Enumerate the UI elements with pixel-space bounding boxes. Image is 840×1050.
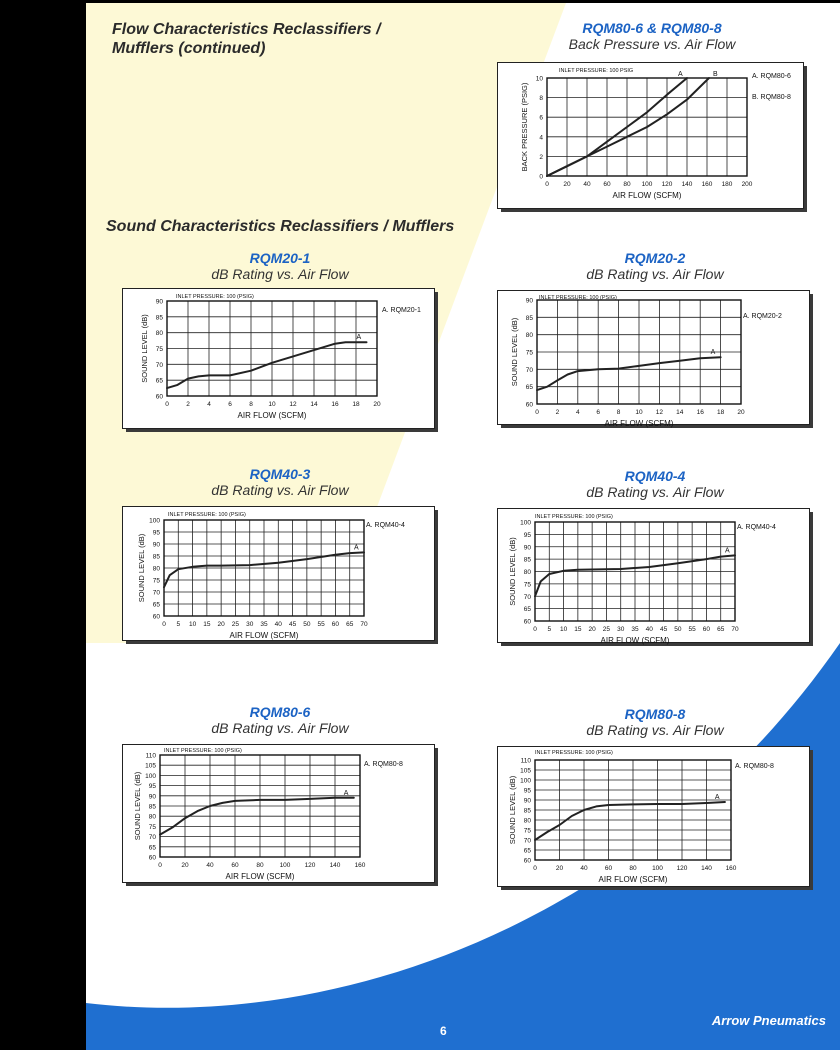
x-tick-label: 120 — [676, 865, 688, 872]
y-tick-label: 90 — [523, 544, 531, 552]
x-axis-label: AIR FLOW (SCFM) — [237, 411, 307, 420]
flow-title-line1: Flow Characteristics Reclassifiers / — [112, 21, 381, 38]
x-tick-label: 200 — [741, 181, 753, 188]
x-tick-label: 10 — [559, 626, 568, 633]
y-tick-label: 85 — [155, 314, 163, 322]
y-tick-label: 60 — [152, 613, 160, 621]
x-tick-label: 55 — [688, 626, 696, 633]
chart-plot — [122, 506, 442, 648]
x-tick-label: 80 — [256, 862, 264, 869]
x-tick-label: 140 — [329, 862, 341, 869]
x-tick-label: 65 — [717, 626, 725, 633]
x-tick-label: 25 — [231, 621, 240, 628]
x-tick-label: 10 — [188, 621, 197, 628]
x-tick-label: 120 — [661, 181, 673, 188]
chart-plot — [497, 62, 811, 216]
chart-title: RQM20-2 — [624, 250, 686, 266]
y-axis-label: BACK PRESSURE (PSIG) — [520, 82, 529, 172]
left-black-bar — [0, 0, 86, 1050]
chart-subtitle: dB Rating vs. Air Flow — [211, 482, 349, 498]
x-tick-label: 14 — [310, 401, 318, 408]
x-tick-label: 55 — [317, 621, 325, 628]
y-tick-label: 85 — [525, 314, 533, 322]
y-tick-label: 2 — [539, 153, 543, 161]
y-tick-label: 85 — [523, 807, 531, 815]
y-tick-label: 95 — [523, 531, 531, 539]
y-tick-label: 95 — [148, 783, 156, 791]
x-tick-label: 20 — [181, 862, 189, 869]
y-tick-label: 65 — [152, 601, 160, 609]
x-axis-label: AIR FLOW (SCFM) — [229, 631, 299, 640]
x-tick-label: 40 — [580, 865, 588, 872]
chart-heading — [497, 250, 813, 283]
chart-back-pressure-rqm80 — [497, 20, 807, 212]
y-tick-label: 65 — [148, 844, 156, 852]
y-tick-label: 75 — [152, 577, 160, 585]
y-axis-label: SOUND LEVEL (dB) — [137, 533, 146, 603]
chart-heading — [497, 20, 807, 53]
chart-plot — [122, 744, 442, 890]
x-tick-label: 10 — [268, 401, 276, 408]
chart-title: RQM80-6 & RQM80-8 — [582, 20, 722, 36]
y-tick-label: 110 — [520, 757, 531, 765]
y-tick-label: 80 — [148, 813, 156, 821]
series-marker-label: A — [354, 544, 359, 552]
x-tick-label: 18 — [716, 409, 725, 416]
chart-heading — [497, 706, 813, 739]
chart-title: RQM80-6 — [249, 704, 311, 720]
x-tick-label: 20 — [588, 626, 596, 633]
x-tick-label: 100 — [641, 181, 653, 188]
y-tick-label: 65 — [155, 377, 163, 385]
x-tick-label: 5 — [547, 626, 552, 633]
x-tick-label: 20 — [373, 401, 381, 408]
chart-rqm20-2 — [497, 250, 813, 436]
y-tick-label: 6 — [539, 114, 543, 122]
x-axis-label: AIR FLOW (SCFM) — [612, 191, 682, 200]
x-tick-label: 60 — [603, 181, 611, 188]
flow-section-title — [112, 20, 381, 58]
y-tick-label: 75 — [148, 823, 156, 831]
y-tick-label: 70 — [523, 593, 531, 601]
series-marker-label: A — [343, 789, 349, 797]
y-tick-label: 70 — [525, 366, 533, 374]
page-number: 6 — [440, 1024, 447, 1038]
y-tick-label: 60 — [523, 618, 531, 626]
y-tick-label: 100 — [149, 517, 160, 525]
x-tick-label: 45 — [659, 626, 668, 633]
chart-title: RQM80-8 — [624, 706, 686, 722]
y-tick-label: 60 — [523, 857, 531, 865]
x-tick-label: 18 — [352, 401, 360, 408]
chart-plot — [497, 508, 817, 650]
inlet-pressure-note: INLET PRESSURE: 100 (PSIG) — [535, 514, 613, 520]
y-tick-label: 110 — [145, 752, 156, 760]
chart-rqm40-4 — [497, 468, 813, 652]
x-tick-label: 2 — [555, 409, 560, 416]
inlet-pressure-note: INLET PRESSURE: 100 (PSIG) — [168, 512, 246, 518]
x-tick-label: 8 — [616, 409, 621, 416]
legend-entry: A. RQM80-6 — [752, 73, 791, 80]
x-tick-label: 16 — [331, 401, 339, 408]
chart-subtitle: dB Rating vs. Air Flow — [586, 484, 724, 500]
chart-subtitle: Back Pressure vs. Air Flow — [568, 36, 736, 52]
y-tick-label: 90 — [152, 541, 160, 549]
x-tick-label: 140 — [701, 865, 712, 872]
y-tick-label: 90 — [525, 297, 533, 305]
chart-rqm80-6 — [122, 704, 438, 888]
x-tick-label: 12 — [289, 401, 297, 408]
x-tick-label: 160 — [701, 181, 713, 188]
y-tick-label: 100 — [520, 519, 531, 527]
x-tick-label: 180 — [721, 181, 733, 188]
x-tick-label: 20 — [737, 409, 745, 416]
y-tick-label: 80 — [523, 569, 531, 576]
y-tick-label: 105 — [520, 767, 531, 775]
x-tick-label: 35 — [631, 626, 639, 633]
x-tick-label: 16 — [696, 409, 704, 416]
x-tick-label: 100 — [652, 865, 663, 872]
y-tick-label: 90 — [148, 793, 156, 801]
x-tick-label: 0 — [535, 409, 539, 416]
x-tick-label: 60 — [331, 621, 340, 628]
x-tick-label: 6 — [596, 409, 601, 416]
series-marker-label: A — [725, 547, 730, 555]
inlet-pressure-note: INLET PRESSURE: 100 (PSIG) — [164, 748, 242, 754]
y-tick-label: 80 — [152, 565, 160, 573]
x-tick-label: 4 — [575, 409, 580, 416]
x-tick-label: 0 — [533, 865, 537, 872]
x-tick-label: 160 — [725, 865, 737, 872]
y-tick-label: 60 — [525, 401, 533, 409]
x-tick-label: 40 — [206, 862, 214, 869]
y-tick-label: 75 — [525, 349, 533, 357]
y-tick-label: 60 — [155, 393, 163, 401]
y-tick-label: 65 — [523, 606, 531, 614]
brand-name: Arrow Pneumatics — [711, 1013, 826, 1028]
inlet-pressure-note: INLET PRESSURE: 100 (PSIG) — [176, 294, 254, 300]
y-tick-label: 90 — [155, 298, 163, 306]
y-axis-label: SOUND LEVEL (dB) — [140, 314, 149, 383]
x-axis-label: AIR FLOW (SCFM) — [600, 636, 670, 645]
y-tick-label: 75 — [155, 346, 163, 353]
x-tick-label: 70 — [731, 626, 739, 633]
chart-heading — [122, 704, 438, 737]
chart-subtitle: dB Rating vs. Air Flow — [211, 266, 349, 282]
x-tick-label: 30 — [246, 621, 254, 628]
x-tick-label: 40 — [645, 626, 653, 633]
chart-rqm20-1 — [122, 250, 438, 432]
x-tick-label: 0 — [158, 862, 162, 869]
chart-heading — [122, 250, 438, 283]
chart-heading — [122, 466, 438, 499]
y-tick-label: 85 — [523, 556, 531, 564]
y-axis-label: SOUND LEVEL (dB) — [508, 537, 517, 606]
y-tick-label: 105 — [145, 762, 156, 770]
series-marker-label: A — [356, 334, 362, 342]
flow-title-line2: Mufflers (continued) — [112, 40, 266, 57]
y-axis-label: SOUND LEVEL (dB) — [510, 317, 519, 387]
x-tick-label: 60 — [702, 626, 711, 633]
x-tick-label: 45 — [288, 621, 297, 628]
sound-section-title: Sound Characteristics Reclassifiers / Mufflers — [106, 218, 455, 235]
x-tick-label: 30 — [617, 626, 625, 633]
x-tick-label: 20 — [555, 865, 564, 872]
x-tick-label: 14 — [676, 409, 684, 416]
chart-title: RQM20-1 — [249, 250, 311, 266]
legend-entry: A. RQM20-1 — [382, 307, 421, 314]
x-tick-label: 25 — [602, 626, 611, 633]
x-tick-label: 160 — [354, 862, 366, 869]
y-tick-label: 80 — [525, 332, 533, 340]
y-tick-label: 65 — [523, 847, 531, 855]
x-tick-label: 65 — [346, 621, 354, 628]
y-tick-label: 75 — [523, 581, 531, 589]
x-tick-label: 8 — [249, 401, 253, 408]
x-axis-label: AIR FLOW (SCFM) — [598, 875, 668, 884]
y-axis-label: SOUND LEVEL (dB) — [133, 771, 142, 841]
x-tick-label: 60 — [604, 865, 613, 872]
y-tick-label: 75 — [523, 827, 531, 835]
x-tick-label: 12 — [655, 409, 664, 416]
x-tick-label: 20 — [563, 181, 571, 188]
x-tick-label: 70 — [360, 621, 368, 628]
chart-rqm40-3 — [122, 466, 438, 650]
y-tick-label: 95 — [523, 787, 531, 795]
x-tick-label: 2 — [186, 401, 190, 408]
x-tick-label: 50 — [303, 621, 311, 628]
y-tick-label: 100 — [145, 772, 156, 780]
legend-entry: A. RQM80-8 — [364, 761, 403, 768]
y-tick-label: 90 — [523, 797, 531, 805]
x-tick-label: 15 — [203, 621, 211, 628]
y-tick-label: 100 — [520, 777, 531, 785]
chart-title: RQM40-3 — [249, 466, 311, 482]
x-tick-label: 20 — [217, 621, 225, 628]
y-tick-label: 65 — [525, 384, 533, 392]
x-tick-label: 0 — [162, 621, 166, 628]
x-tick-label: 40 — [583, 181, 591, 188]
chart-heading — [497, 468, 813, 501]
y-tick-label: 10 — [535, 75, 543, 83]
y-tick-label: 85 — [152, 553, 160, 561]
series-marker-label: A — [710, 349, 716, 357]
y-tick-label: 60 — [148, 854, 156, 862]
y-tick-label: 8 — [539, 95, 543, 103]
x-tick-label: 15 — [574, 626, 582, 633]
x-axis-label: AIR FLOW (SCFM) — [225, 872, 295, 881]
series-marker-label: A — [678, 71, 683, 78]
chart-plot — [122, 288, 442, 436]
x-tick-label: 140 — [681, 181, 693, 188]
y-tick-label: 70 — [148, 834, 156, 842]
inlet-pressure-note: INLET PRESSURE: 100 (PSIG) — [535, 750, 613, 756]
x-tick-label: 35 — [260, 621, 268, 628]
legend-entry: A. RQM40-4 — [737, 524, 776, 531]
series-marker-label: B — [713, 71, 718, 78]
y-tick-label: 70 — [523, 837, 531, 845]
y-tick-label: 70 — [155, 361, 163, 369]
chart-subtitle: dB Rating vs. Air Flow — [211, 720, 349, 736]
x-tick-label: 80 — [629, 865, 637, 872]
legend-entry: B. RQM80-8 — [752, 94, 791, 101]
x-tick-label: 50 — [674, 626, 682, 633]
x-tick-label: 80 — [623, 181, 631, 188]
chart-subtitle: dB Rating vs. Air Flow — [586, 722, 724, 738]
x-tick-label: 100 — [279, 862, 291, 869]
legend-entry: A. RQM40-4 — [366, 522, 405, 529]
chart-rqm80-8 — [497, 706, 813, 890]
series-marker-label: A — [714, 794, 720, 801]
chart-plot — [497, 290, 817, 432]
x-tick-label: 5 — [176, 621, 181, 628]
x-tick-label: 60 — [231, 862, 239, 869]
inlet-pressure-note: INLET PRESSURE: 100 (PSIG) — [539, 295, 617, 301]
inlet-pressure-note: INLET PRESSURE: 100 PSIG — [559, 68, 634, 74]
chart-subtitle: dB Rating vs. Air Flow — [586, 266, 724, 282]
y-axis-label: SOUND LEVEL (dB) — [508, 775, 517, 845]
y-tick-label: 4 — [539, 134, 543, 142]
legend-entry: A. RQM20-2 — [743, 313, 782, 320]
y-tick-label: 80 — [523, 817, 531, 825]
x-axis-label: AIR FLOW (SCFM) — [604, 419, 674, 428]
x-tick-label: 0 — [533, 626, 537, 633]
x-tick-label: 120 — [304, 862, 316, 869]
y-tick-label: 80 — [155, 330, 163, 338]
x-tick-label: 40 — [274, 621, 282, 628]
y-tick-label: 95 — [152, 529, 160, 537]
x-tick-label: 0 — [545, 181, 549, 188]
legend-entry: A. RQM80-8 — [735, 763, 774, 770]
y-tick-label: 70 — [152, 589, 160, 597]
y-tick-label: 85 — [148, 803, 156, 811]
x-tick-label: 0 — [165, 401, 169, 408]
chart-plot — [497, 746, 817, 894]
chart-title: RQM40-4 — [624, 468, 686, 484]
x-tick-label: 6 — [228, 401, 232, 408]
y-tick-label: 0 — [539, 173, 543, 181]
x-tick-label: 4 — [207, 401, 211, 408]
x-tick-label: 10 — [635, 409, 643, 416]
